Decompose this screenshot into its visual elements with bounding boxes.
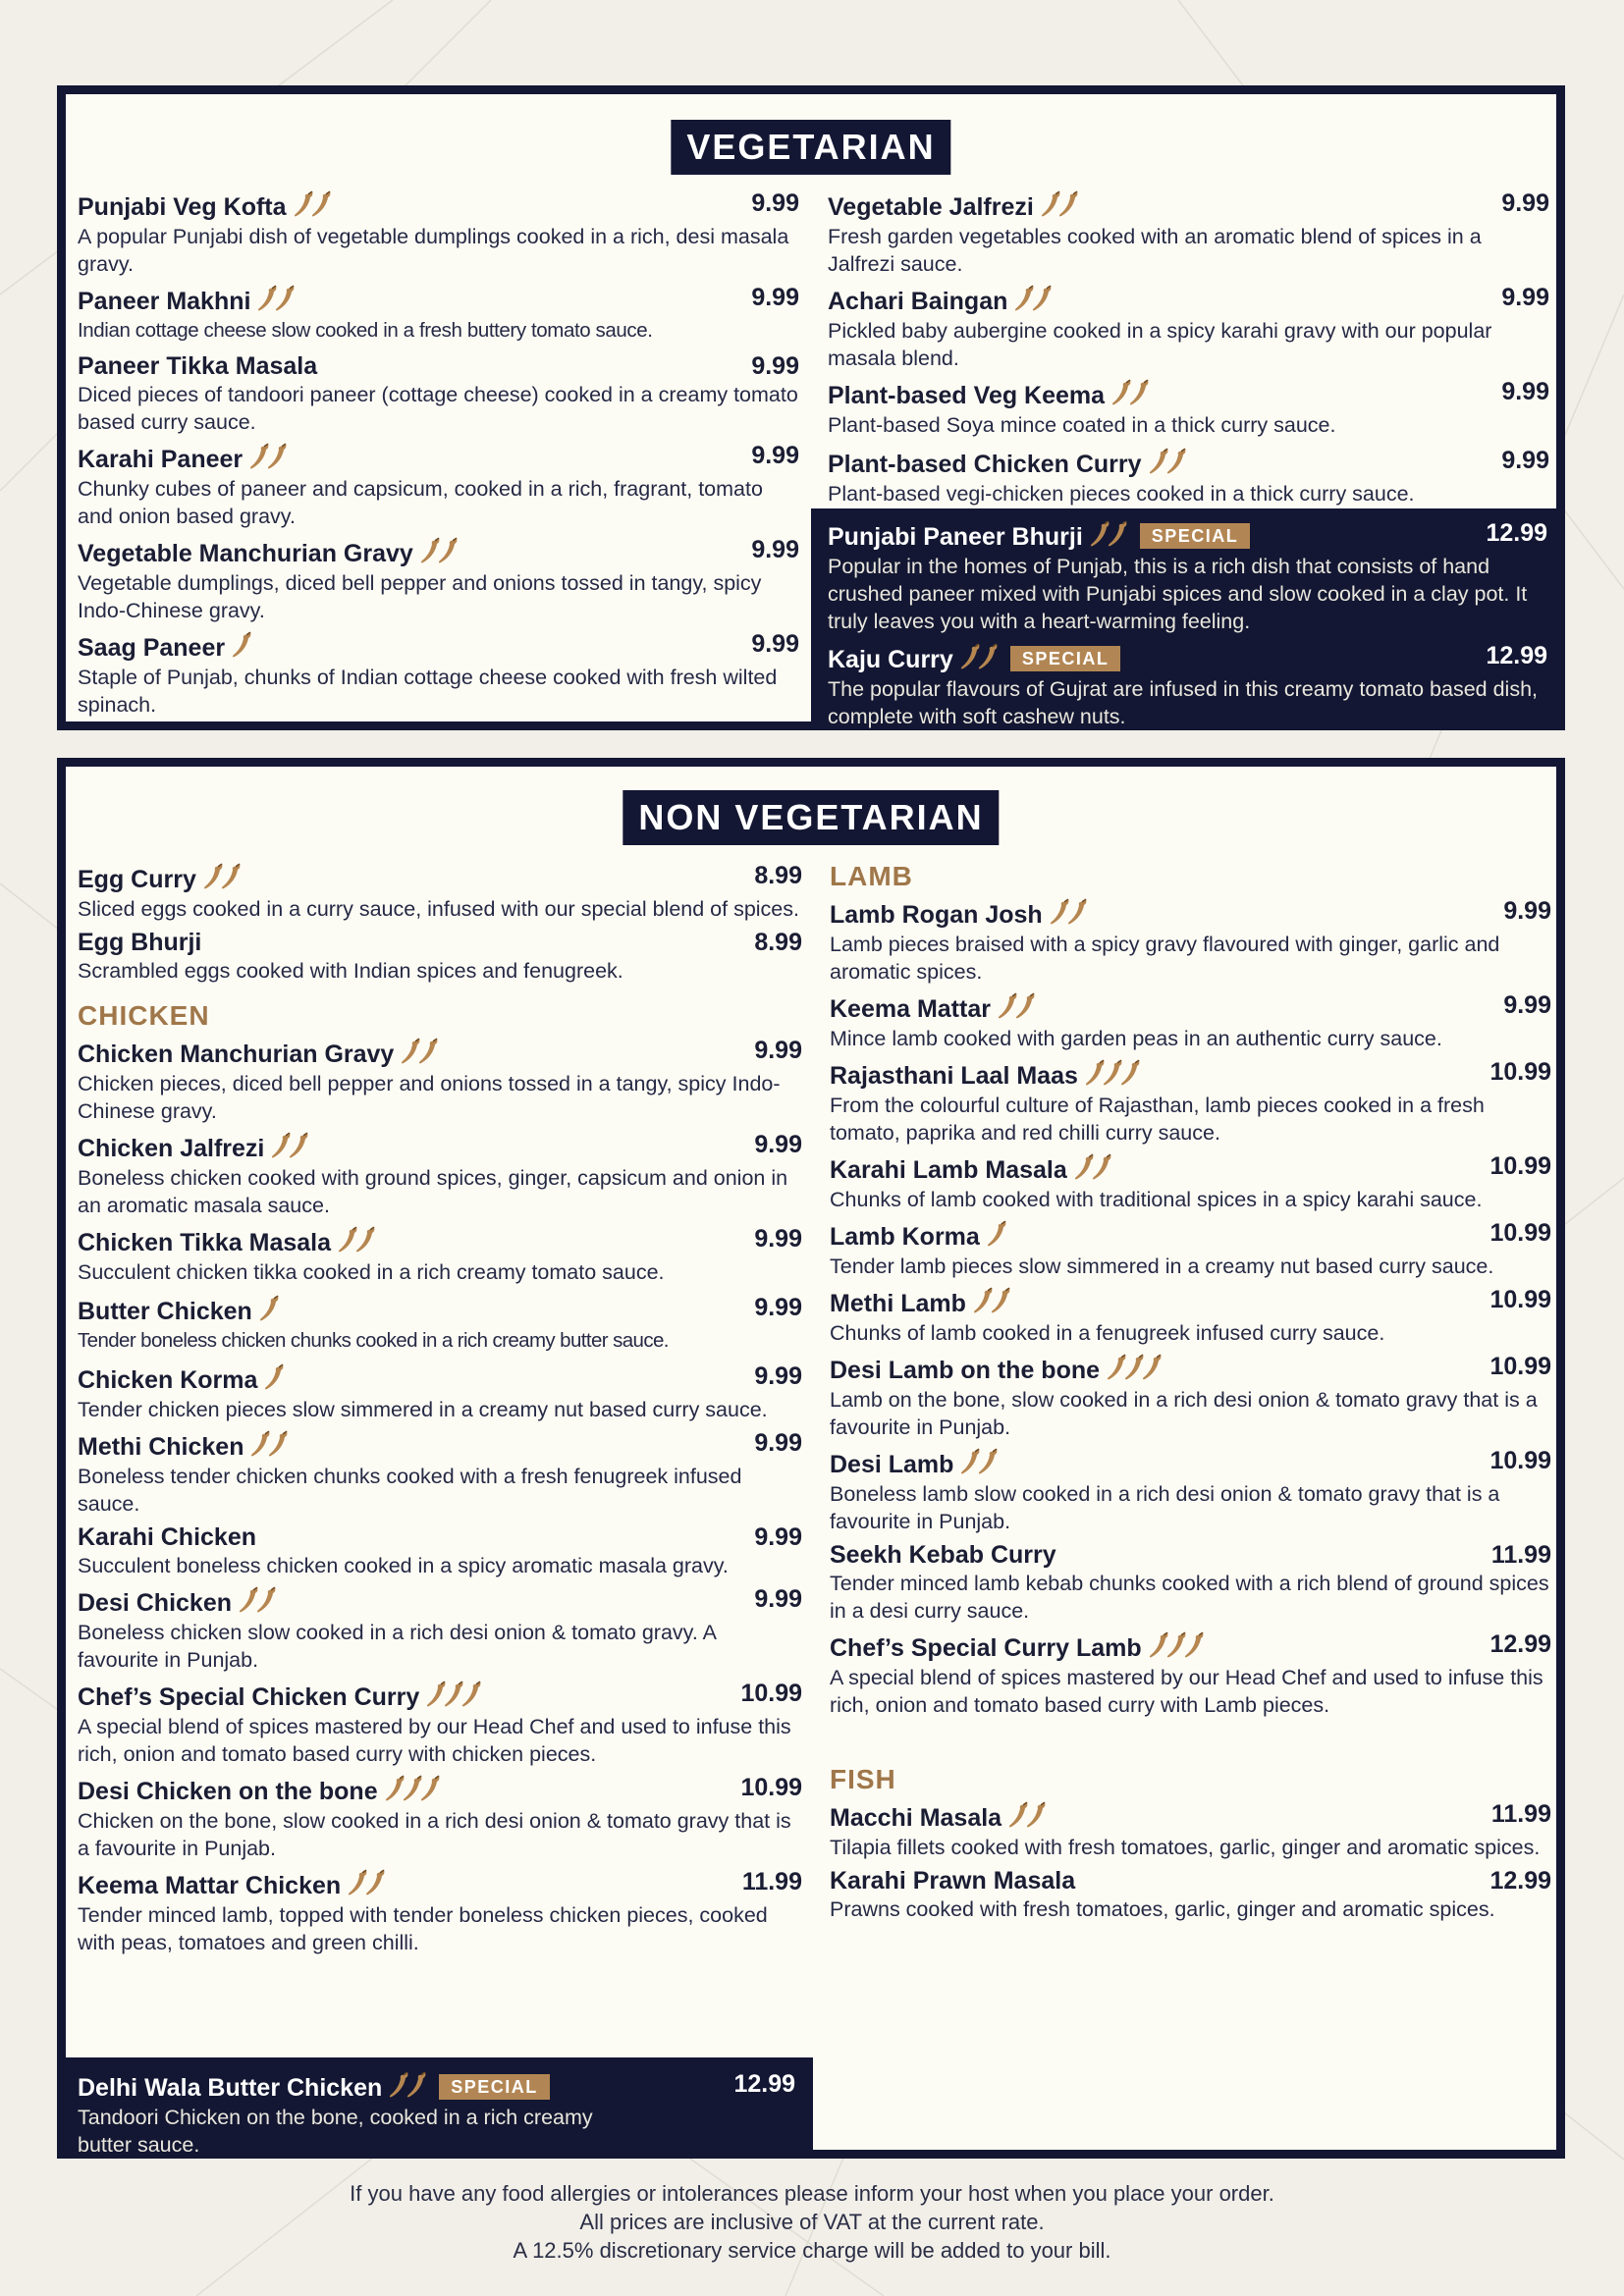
item-description: The popular flavours of Gujrat are infused in this creamy tomato based dish, complete with soft cashew nuts. xyxy=(828,677,1539,728)
item-description: Chunks of lamb cooked with traditional spices in a spicy karahi sauce. xyxy=(830,1188,1483,1211)
menu-item: Desi Chicken 9.99 Boneless chicken slow cooked in a rich desi onion & tomato gravy. A favourite in Punjab. xyxy=(78,1585,802,1672)
item-description: Indian cottage cheese slow cooked in a fresh buttery tomato sauce. xyxy=(78,319,653,342)
chili-icon xyxy=(1013,283,1049,317)
menu-item: Karahi Paneer 9.99 Chunky cubes of paneer and capsicum, cooked in a rich, fragrant, tomato and onion based gravy. xyxy=(78,442,799,528)
item-price: 11.99 xyxy=(1490,1800,1551,1828)
chili-icon xyxy=(384,1773,437,1807)
footer-vat-note: All prices are inclusive of VAT at the current rate. xyxy=(579,2210,1045,2234)
footer-service-note: A 12.5% discretionary service charge will be added to your bill. xyxy=(513,2238,1111,2263)
menu-item: Lamb Korma 10.99 Tender lamb pieces slow simmered in a creamy nut based curry sauce. xyxy=(830,1219,1551,1278)
menu-item: Chicken Manchurian Gravy 9.99 Chicken pieces, diced bell pepper and onions tossed in a tangy, spicy Indo-Chinese gravy. xyxy=(78,1037,802,1123)
menu-item: Karahi Chicken 9.99 Succulent boneless chicken cooked in a spicy aromatic masala gravy. xyxy=(78,1523,802,1577)
menu-item: Desi Lamb on the bone 10.99 Lamb on the bone, slow cooked in a rich desi onion & tomato gravy that is a favourite in Punjab. xyxy=(830,1353,1551,1439)
item-price: 9.99 xyxy=(754,1131,802,1158)
chili-icon xyxy=(1106,1352,1159,1386)
chili-icon xyxy=(249,1428,285,1463)
menu-item: Desi Chicken on the bone 10.99 Chicken on the bone, slow cooked in a rich desi onion & tomato gravy that is a favourite in Punjab. xyxy=(78,1774,802,1860)
chili-icon xyxy=(419,535,455,569)
item-price: 9.99 xyxy=(1501,447,1549,474)
item-price: 8.99 xyxy=(754,862,802,889)
veg-right-column xyxy=(828,188,1549,507)
item-price: 9.99 xyxy=(751,189,799,217)
menu-item: Punjabi Veg Kofta 9.99 A popular Punjabi dish of vegetable dumplings cooked in a rich, desi masala gravy. xyxy=(78,189,799,276)
item-description: Chunks of lamb cooked in a fenugreek infused curry sauce. xyxy=(830,1321,1385,1345)
menu-item: Butter Chicken 9.99 Tender boneless chicken chunks cooked in a rich creamy butter sauce. xyxy=(78,1293,802,1355)
nonveg-right-column xyxy=(830,859,1551,1923)
item-description: Sliced eggs cooked in a curry sauce, infused with our special blend of spices. xyxy=(78,897,799,921)
item-price: 12.99 xyxy=(1489,1630,1551,1658)
item-price: 11.99 xyxy=(1490,1541,1551,1569)
item-price: 10.99 xyxy=(1489,1353,1551,1380)
item-description: Chicken pieces, diced bell pepper and onions tossed in a tangy, spicy Indo-Chinese gravy. xyxy=(78,1072,781,1123)
menu-item: Saag Paneer 9.99 Staple of Punjab, chunks of Indian cottage cheese cooked with fresh wilted spinach. xyxy=(78,630,799,717)
menu-item: Chicken Jalfrezi 9.99 Boneless chicken cooked with ground spices, ginger, capsicum and onion in an aromatic masala sauce. xyxy=(78,1131,802,1217)
item-description: Mince lamb cooked with garden peas in an authentic curry sauce. xyxy=(830,1027,1442,1050)
item-description: A special blend of spices mastered by our Head Chef and used to infuse this rich, onion and tomato based curry with Lamb pieces. xyxy=(830,1666,1543,1717)
vegetarian-title: VEGETARIAN xyxy=(671,120,950,175)
item-price: 10.99 xyxy=(740,1680,802,1707)
item-price: 9.99 xyxy=(754,1225,802,1253)
chili-icon xyxy=(1148,1629,1201,1664)
item-price: 9.99 xyxy=(1503,897,1551,925)
item-description: Fresh garden vegetables cooked with an aromatic blend of spices in a Jalfrezi sauce. xyxy=(828,225,1482,276)
chili-icon xyxy=(1073,1151,1109,1186)
item-price: 9.99 xyxy=(754,1294,802,1321)
special-badge: SPECIAL xyxy=(439,2074,550,2100)
item-price: 9.99 xyxy=(1501,284,1549,311)
nonveg-left-column xyxy=(78,861,802,1956)
menu-item: Keema Mattar 9.99 Mince lamb cooked with garden peas in an authentic curry sauce. xyxy=(830,991,1551,1050)
menu-item: Karahi Lamb Masala 10.99 Chunks of lamb cooked with traditional spices in a spicy karahi sauce. xyxy=(830,1152,1551,1211)
menu-item: Plant-based Veg Keema 9.99 Plant-based Soya mince coated in a thick curry sauce. xyxy=(828,378,1549,437)
chili-icon xyxy=(1084,1057,1137,1092)
chili-icon xyxy=(425,1679,478,1713)
menu-item-special: Delhi Wala Butter Chicken SPECIAL 12.99 Tandoori Chicken on the bone, cooked in a rich creamy butter sauce. xyxy=(78,2070,795,2157)
item-description: Tender boneless chicken chunks cooked in a rich creamy butter sauce. xyxy=(78,1329,669,1352)
item-description: Plant-based Soya mince coated in a thick curry sauce. xyxy=(828,413,1336,437)
item-price: 10.99 xyxy=(1489,1447,1551,1474)
chili-icon xyxy=(337,1224,372,1258)
item-description: A popular Punjabi dish of vegetable dumplings cooked in a rich, desi masala gravy. xyxy=(78,225,789,276)
veg-left-column xyxy=(78,188,799,719)
chili-icon xyxy=(1049,896,1084,931)
chili-icon xyxy=(231,629,248,664)
menu-item: Achari Baingan 9.99 Pickled baby aubergine cooked in a spicy karahi gravy with our popular masala blend. xyxy=(828,284,1549,370)
item-price: 9.99 xyxy=(754,1429,802,1457)
item-description: Boneless chicken cooked with ground spices, ginger, capsicum and onion in an aromatic masala sauce. xyxy=(78,1166,788,1217)
item-description: From the colourful culture of Rajasthan, lamb pieces cooked in a fresh tomato, paprika and red chilli curry sauce. xyxy=(830,1094,1485,1145)
menu-item: Chicken Tikka Masala 9.99 Succulent chicken tikka cooked in a rich creamy tomato sauce. xyxy=(78,1225,802,1284)
item-price: 9.99 xyxy=(754,1585,802,1613)
item-description: Scrambled eggs cooked with Indian spices and fenugreek. xyxy=(78,959,623,983)
item-description: Boneless chicken slow cooked in a rich desi onion & tomato gravy. A favourite in Punjab. xyxy=(78,1621,716,1672)
menu-item: Egg Curry 8.99 Sliced eggs cooked in a curry sauce, infused with our special blend of spices. xyxy=(78,862,802,921)
chili-icon xyxy=(238,1584,273,1619)
item-description: Tender chicken pieces slow simmered in a creamy nut based curry sauce. xyxy=(78,1398,768,1421)
chicken-special-box xyxy=(66,2057,813,2157)
item-description: Vegetable dumplings, diced bell pepper and onions tossed in tangy, spicy Indo-Chinese gravy. xyxy=(78,571,762,622)
menu-item: Chef’s Special Chicken Curry 10.99 A special blend of spices mastered by our Head Chef and used to infuse this rich, onion and tomato based curry with chicken pieces. xyxy=(78,1680,802,1766)
item-description: Diced pieces of tandoori paneer (cottage cheese) cooked in a creamy tomato based curry sauce. xyxy=(78,383,798,434)
menu-item: Lamb Rogan Josh 9.99 Lamb pieces braised with a spicy gravy flavoured with ginger, garlic and aromatic spices. xyxy=(830,897,1551,984)
special-badge: SPECIAL xyxy=(1010,646,1121,671)
menu-item: Karahi Prawn Masala 12.99 Prawns cooked with fresh tomatoes, garlic, ginger and aromatic spices. xyxy=(830,1867,1551,1921)
section-heading-chicken: CHICKEN xyxy=(78,1000,210,1031)
chili-icon xyxy=(256,283,292,317)
item-description: Lamb pieces braised with a spicy gravy flavoured with ginger, garlic and aromatic spices. xyxy=(830,933,1500,984)
menu-item: Keema Mattar Chicken 11.99 Tender minced lamb, topped with tender boneless chicken pieces, cooked with peas, tomatoes and green chilli. xyxy=(78,1868,802,1954)
item-price: 12.99 xyxy=(1486,519,1547,547)
menu-item-special: Kaju Curry SPECIAL 12.99 The popular flavours of Gujrat are infused in this creamy tomato based dish, complete with soft cashew nuts. xyxy=(828,642,1547,728)
chili-icon xyxy=(959,641,995,675)
section-heading-lamb: LAMB xyxy=(830,861,913,891)
item-price: 10.99 xyxy=(740,1774,802,1801)
menu-item: Egg Bhurji 8.99 Scrambled eggs cooked with Indian spices and fenugreek. xyxy=(78,929,802,983)
chili-icon xyxy=(997,990,1032,1025)
chili-icon xyxy=(388,2069,423,2104)
menu-item: Paneer Makhni 9.99 Indian cottage cheese slow cooked in a fresh buttery tomato sauce. xyxy=(78,283,799,345)
item-description: Tender minced lamb kebab chunks cooked with a rich blend of ground spices in a desi curry sauce. xyxy=(830,1572,1549,1623)
item-description: Succulent chicken tikka cooked in a rich creamy tomato sauce. xyxy=(78,1260,665,1284)
item-price: 9.99 xyxy=(1501,189,1549,217)
chili-icon xyxy=(1110,377,1146,411)
chili-icon xyxy=(1089,518,1124,553)
item-price: 9.99 xyxy=(751,630,799,658)
item-price: 9.99 xyxy=(754,1362,802,1390)
menu-item: Macchi Masala 11.99 Tilapia fillets cooked with fresh tomatoes, garlic, ginger and aromatic spices. xyxy=(830,1800,1551,1859)
item-description: Plant-based vegi-chicken pieces cooked in a thick curry sauce. xyxy=(828,482,1415,506)
item-price: 9.99 xyxy=(751,352,799,380)
item-price: 9.99 xyxy=(751,536,799,563)
non-vegetarian-panel xyxy=(57,758,1565,2159)
menu-item: Plant-based Chicken Curry 9.99 Plant-based vegi-chicken pieces cooked in a thick curry sauce. xyxy=(828,447,1549,506)
menu-item: Chef’s Special Curry Lamb 12.99 A special blend of spices mastered by our Head Chef and used to infuse this rich, onion and tomato based curry with Lamb pieces. xyxy=(830,1630,1551,1717)
item-description: Tandoori Chicken on the bone, cooked in a rich creamy butter sauce. xyxy=(78,2106,593,2157)
chili-icon xyxy=(959,1446,995,1480)
footer-allergy-note: If you have any food allergies or intolerances please inform your host when you place your order. xyxy=(350,2181,1274,2206)
item-price: 12.99 xyxy=(1489,1867,1551,1895)
menu-item: Methi Lamb 10.99 Chunks of lamb cooked in a fenugreek infused curry sauce. xyxy=(830,1286,1551,1345)
menu-item: Desi Lamb 10.99 Boneless lamb slow cooked in a rich desi onion & tomato gravy that is a favourite in Punjab. xyxy=(830,1447,1551,1533)
item-price: 12.99 xyxy=(1486,642,1547,669)
non-vegetarian-title: NON VEGETARIAN xyxy=(623,790,999,845)
item-price: 11.99 xyxy=(741,1868,802,1896)
chili-icon xyxy=(1040,188,1075,223)
chili-icon xyxy=(1007,1799,1043,1834)
section-heading-fish: FISH xyxy=(830,1764,896,1794)
item-description: Tender minced lamb, topped with tender boneless chicken pieces, cooked with peas, tomatoes and green chilli. xyxy=(78,1903,768,1954)
item-price: 10.99 xyxy=(1489,1152,1551,1180)
chili-icon xyxy=(1148,446,1183,480)
item-description: Chunky cubes of paneer and capsicum, cooked in a rich, fragrant, tomato and onion based gravy. xyxy=(78,477,763,528)
footer-notes xyxy=(0,2179,1624,2265)
chili-icon xyxy=(202,861,238,895)
item-price: 12.99 xyxy=(733,2070,795,2098)
item-price: 9.99 xyxy=(754,1523,802,1551)
item-price: 10.99 xyxy=(1489,1058,1551,1086)
item-price: 9.99 xyxy=(1501,378,1549,405)
chili-icon xyxy=(986,1218,1003,1253)
menu-item: Rajasthani Laal Maas 10.99 From the colourful culture of Rajasthan, lamb pieces cooked in a fresh tomato, paprika and red chilli curry sauce. xyxy=(830,1058,1551,1145)
item-description: A special blend of spices mastered by our Head Chef and used to infuse this rich, onion and tomato based curry with chicken pieces. xyxy=(78,1715,791,1766)
item-description: Tender lamb pieces slow simmered in a creamy nut based curry sauce. xyxy=(830,1255,1494,1278)
menu-item: Methi Chicken 9.99 Boneless tender chicken chunks cooked with a fresh fenugreek infused sauce. xyxy=(78,1429,802,1516)
special-badge: SPECIAL xyxy=(1140,523,1251,549)
vegetarian-panel xyxy=(57,85,1565,730)
chili-icon xyxy=(258,1293,276,1327)
item-price: 10.99 xyxy=(1489,1219,1551,1247)
item-description: Chicken on the bone, slow cooked in a rich desi onion & tomato gravy that is a favourite in Punjab. xyxy=(78,1809,791,1860)
menu-item: Seekh Kebab Curry 11.99 Tender minced lamb kebab chunks cooked with a rich blend of ground spices in a desi curry sauce. xyxy=(830,1541,1551,1623)
veg-specials-box xyxy=(811,508,1565,730)
menu-item: Paneer Tikka Masala 9.99 Diced pieces of tandoori paneer (cottage cheese) cooked in a creamy tomato based curry sauce. xyxy=(78,352,799,434)
item-price: 9.99 xyxy=(751,442,799,469)
item-description: Tilapia fillets cooked with fresh tomatoes, garlic, ginger and aromatic spices. xyxy=(830,1836,1541,1859)
item-price: 8.99 xyxy=(754,929,802,956)
item-description: Staple of Punjab, chunks of Indian cottage cheese cooked with fresh wilted spinach. xyxy=(78,666,778,717)
chili-icon xyxy=(347,1867,382,1901)
item-description: Succulent boneless chicken cooked in a spicy aromatic masala gravy. xyxy=(78,1554,729,1577)
chili-icon xyxy=(972,1285,1007,1319)
item-description: Prawns cooked with fresh tomatoes, garlic, ginger and aromatic spices. xyxy=(830,1897,1495,1921)
item-description: Boneless lamb slow cooked in a rich desi onion & tomato gravy that is a favourite in Punjab. xyxy=(830,1482,1500,1533)
chili-icon xyxy=(270,1130,305,1164)
chili-icon xyxy=(248,441,284,475)
item-description: Pickled baby aubergine cooked in a spicy karahi gravy with our popular masala blend. xyxy=(828,319,1492,370)
item-price: 10.99 xyxy=(1489,1286,1551,1313)
chili-icon xyxy=(263,1362,281,1396)
item-description: Boneless tender chicken chunks cooked with a fresh fenugreek infused sauce. xyxy=(78,1465,742,1516)
item-price: 9.99 xyxy=(1503,991,1551,1019)
menu-item: Chicken Korma 9.99 Tender chicken pieces slow simmered in a creamy nut based curry sauce. xyxy=(78,1362,802,1421)
chili-icon xyxy=(293,188,328,223)
item-price: 9.99 xyxy=(751,284,799,311)
item-description: Popular in the homes of Punjab, this is a rich dish that consists of hand crushed paneer mixed with Punjabi spices and slow cooked in a clay pot. It truly leaves you with a heart-warming feeling. xyxy=(828,555,1528,633)
menu-item: Vegetable Manchurian Gravy 9.99 Vegetable dumplings, diced bell pepper and onions tossed in tangy, spicy Indo-Chinese gravy. xyxy=(78,536,799,622)
item-price: 9.99 xyxy=(754,1037,802,1064)
menu-item-special: Punjabi Paneer Bhurji SPECIAL 12.99 Popular in the homes of Punjab, this is a rich dish that consists of hand crushed paneer mixed with Punjabi spices and slow cooked in a clay pot. It truly leaves you with a heart-warming feeling. xyxy=(828,519,1547,633)
chili-icon xyxy=(400,1036,435,1070)
item-description: Lamb on the bone, slow cooked in a rich desi onion & tomato gravy that is a favourite in Punjab. xyxy=(830,1388,1538,1439)
menu-item: Vegetable Jalfrezi 9.99 Fresh garden vegetables cooked with an aromatic blend of spices in a Jalfrezi sauce. xyxy=(828,189,1549,276)
